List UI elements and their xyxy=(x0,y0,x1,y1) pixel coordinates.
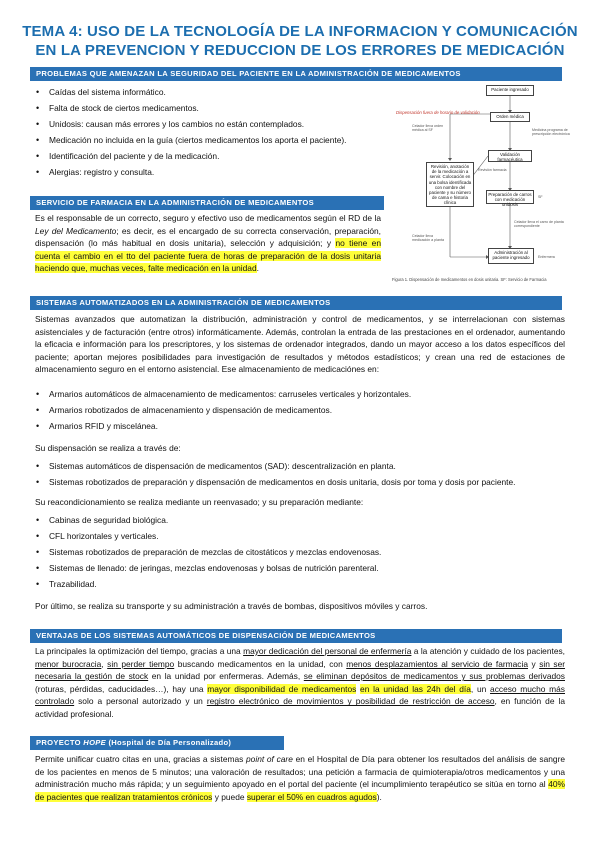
underlined-text: menor burocracia xyxy=(35,658,102,669)
figure-caption: Figura 1. Dispensación de medicamentos en dosis unitaria. SF: Servicio de Farmacia xyxy=(392,277,547,282)
highlighted-text: en la unidad las 24h del día xyxy=(360,683,471,694)
list-item: • Armarios robotizados de almacenamiento y dispensación de medicamentos. xyxy=(34,402,574,418)
dispensacion-flowchart xyxy=(392,82,574,277)
text-run: ; es decir, es el encargado de su correcta conservación, preparación, dispensación (lo más habitual en dosis unitaria), selección y adquisición; y xyxy=(35,225,382,249)
text-run: en la unidad por enfermeras. Además, xyxy=(148,671,304,682)
highlighted-text: no tiene en cuenta el cambio en el tto del paciente fuera de horas de preparación de la dosis unitaria haciendo que, muchas veces, falte medicación en la unidad xyxy=(35,238,381,274)
flow-box-validacion: Validación farmacéutica xyxy=(488,150,532,162)
text-run: , xyxy=(101,658,108,669)
underlined-text: menos desplazamientos al servicio de farmacia xyxy=(346,658,529,669)
text-run: La principales la optimización del tiempo, gracias a una xyxy=(35,646,244,656)
page-title xyxy=(0,22,600,60)
flow-box-revision: Revisión, anotación de la medicación a servir. Colocación en una bolsa identificada con nombre del paciente y su número de cama e historia clínica xyxy=(426,162,474,207)
list-item: • Falta de stock de ciertos medicamentos. xyxy=(34,100,384,116)
section-header-servicio-farmacia: SERVICIO DE FARMACIA EN LA ADMINISTRACIÓN DE MEDICAMENTOS xyxy=(30,196,384,210)
flow-note-sf: SF xyxy=(538,195,543,199)
page-title-line-2: EN LA PREVENCION Y REDUCCION DE LOS ERRORES DE MEDICACIÓN xyxy=(35,42,565,59)
text-run: a la atención y cuidado de los pacientes, xyxy=(411,646,565,656)
flow-note-celador-2: Celador lleva medicación a planta xyxy=(412,234,444,243)
list-item: • Trazabilidad. xyxy=(34,576,574,592)
flow-box-administracion: Administración al paciente ingresado xyxy=(488,248,534,264)
text-run: y xyxy=(528,658,540,669)
transporte-paragraph: Por último, se realiza su transporte y su administración a través de bombas, dispositivos móviles y carros. xyxy=(35,601,428,611)
text-run: solo a personal autorizado y un xyxy=(74,696,207,707)
reacondicionamiento-paragraph: Su reacondicionamiento se realiza mediante un reenvasado; y su preparación mediante: xyxy=(35,497,364,507)
list-item: • Armarios automáticos de almacenamiento de medicamentos: carruseles verticales y horizontales. xyxy=(34,386,574,402)
list-item: • Alergias: registro y consulta. xyxy=(34,164,384,180)
flow-note-carro-planta: Celador lleva el carro de planta correspondiente xyxy=(514,220,564,229)
highlighted-text: 40% de pacientes que realizan tratamientos crónicos xyxy=(35,779,565,802)
underlined-text: sin ser necesaria la gestión de stock xyxy=(35,658,566,682)
underlined-text: sin perder tiempo xyxy=(107,658,175,669)
list-item: • Identificación del paciente y de la medicación. xyxy=(34,148,384,164)
underlined-text: registro electrónico de movimientos y posibilidad de restricción de acceso xyxy=(206,696,495,707)
page-title-line-1: TEMA 4: USO DE LA TECNOLOGÍA DE LA INFORMACION Y COMUNICACIÓN xyxy=(22,23,578,40)
list-item: • Unidosis: causan más errores y los cambios no están contemplados. xyxy=(34,116,384,132)
text-run: ). xyxy=(376,791,382,802)
figure-red-label: Dispensación fuera de horario de validación xyxy=(396,110,480,115)
header-text: (Hospital de Día Personalizado) xyxy=(106,738,232,747)
flow-box-carros: Preparación de carros con medicación unidosis xyxy=(486,190,534,204)
header-text: PROYECTO xyxy=(36,738,84,747)
flow-box-paciente: Paciente ingresado xyxy=(486,85,534,96)
flow-note-orden: Medicina programa de prescripción electrónica xyxy=(532,128,570,137)
servicio-farmacia-paragraph xyxy=(35,212,381,275)
text-run: buscando medicamentos en la unidad, con xyxy=(174,658,347,669)
header-text-hope: HOPE xyxy=(83,738,107,747)
underlined-text: mayor dedicación del personal de enfermería xyxy=(243,646,412,656)
highlighted-text: mayor disponibilidad de medicamentos xyxy=(207,683,357,694)
list-item: • Sistemas automáticos de dispensación de medicamentos (SAD): descentralización en planta. xyxy=(34,458,574,474)
ventajas-paragraph xyxy=(35,645,565,721)
sistemas-intro-paragraph: Sistemas avanzados que automatizan la distribución, administración y control de medicamentos, y se interrelacionan con sistemas asistenciales y de facturación (entre otros) informáticamente. Además, controlan la entrada de las prestaciones en el ordenador, aumentando la eficacia e información para los prescriptores, y los sistemas de ordenador integrados, dando un mayor acceso a los datos específicos del paciente; aportan mejores posibilidades para investigación de resultados y métodos estadísticos; y crean una red de estaciones de almacenamiento seguro en el entorno asistencial. Ese almacenamiento de medicaciónes en: xyxy=(35,314,565,375)
text-run: , en función de la actividad profesional. xyxy=(35,696,565,719)
problemas-list xyxy=(34,84,384,180)
list-item: • CFL horizontales y verticales. xyxy=(34,528,574,544)
dispensacion-paragraph: Su dispensación se realiza a través de: xyxy=(35,443,181,453)
list-item: • Sistemas de llenado: de jeringas, mezclas endovenosas y bolsas de nutrición parenteral. xyxy=(34,560,574,576)
almacenamiento-list xyxy=(34,386,574,434)
flow-note-validacion: Revisión farmacia xyxy=(478,168,507,172)
underlined-text: acceso mucho más controlado xyxy=(35,683,565,707)
flow-note-enfermera: Enfermera xyxy=(538,255,555,259)
list-item: • Caídas del sistema informático. xyxy=(34,84,384,100)
list-item: • Cabinas de seguridad biológica. xyxy=(34,512,574,528)
list-item: • Sistemas robotizados de preparación y dispensación de medicamentos en dosis unitaria, dosis por toma y dosis por paciente. xyxy=(34,474,574,490)
preparacion-list xyxy=(34,512,574,592)
flow-note-celador-1: Celador lleva orden médica al SF xyxy=(412,124,444,133)
highlighted-text: superar el 50% en cuadros agudos xyxy=(246,791,377,802)
proyecto-hope-paragraph xyxy=(35,753,565,803)
list-item: • Sistemas robotizados de preparación de mezclas de citostáticos y mezclas endovenosas. xyxy=(34,544,574,560)
text-run: Permite unificar cuatro citas en una, gracias a sistemas xyxy=(35,754,247,764)
dispensacion-list xyxy=(34,458,574,490)
list-item: • Armarios RFID y miscelánea. xyxy=(34,418,574,434)
section-header-sistemas-automatizados: SISTEMAS AUTOMATIZADOS EN LA ADMINISTRACIÓN DE MEDICAMENTOS xyxy=(30,296,562,310)
underlined-text: se eliminan depósitos de medicamentos y sus problemas derivados xyxy=(303,671,565,682)
text-run-point-of-care: point of care xyxy=(246,754,293,764)
text-run: en el Hospital de Día para obtener los resultados del análisis de sangre de los pacientes en menos de 5 minutos; una valoración de resultados; una petición a farmacia de quimioterapia/otros medicamentos y una administración mucho más rápida; y un seguimiento apoyado en el portal del paciente (el incumplimiento terapéutico se sitúa en torno al xyxy=(35,754,566,790)
text-run: , un xyxy=(470,683,491,694)
text-run: Es el responsable de un correcto, seguro y efectivo uso de medicamentos según el RD de la xyxy=(35,213,381,223)
text-run: (roturas, pérdidas, caducidades…), hay una xyxy=(35,683,208,694)
text-run: y puede xyxy=(212,791,247,802)
section-header-problemas: PROBLEMAS QUE AMENAZAN LA SEGURIDAD DEL PACIENTE EN LA ADMINISTRACIÓN DE MEDICAMENTOS xyxy=(30,67,562,81)
section-header-ventajas: VENTAJAS DE LOS SISTEMAS AUTOMÁTICOS DE DISPENSACIÓN DE MEDICAMENTOS xyxy=(30,629,562,643)
text-run-ley: Ley del Medicamento xyxy=(35,225,117,236)
flow-box-orden: Orden médica xyxy=(490,112,530,122)
text-run: . xyxy=(256,263,259,274)
section-header-proyecto-hope xyxy=(30,736,284,750)
list-item: • Medicación no incluida en la guía (ciertos medicamentos los aporta el paciente). xyxy=(34,132,384,148)
